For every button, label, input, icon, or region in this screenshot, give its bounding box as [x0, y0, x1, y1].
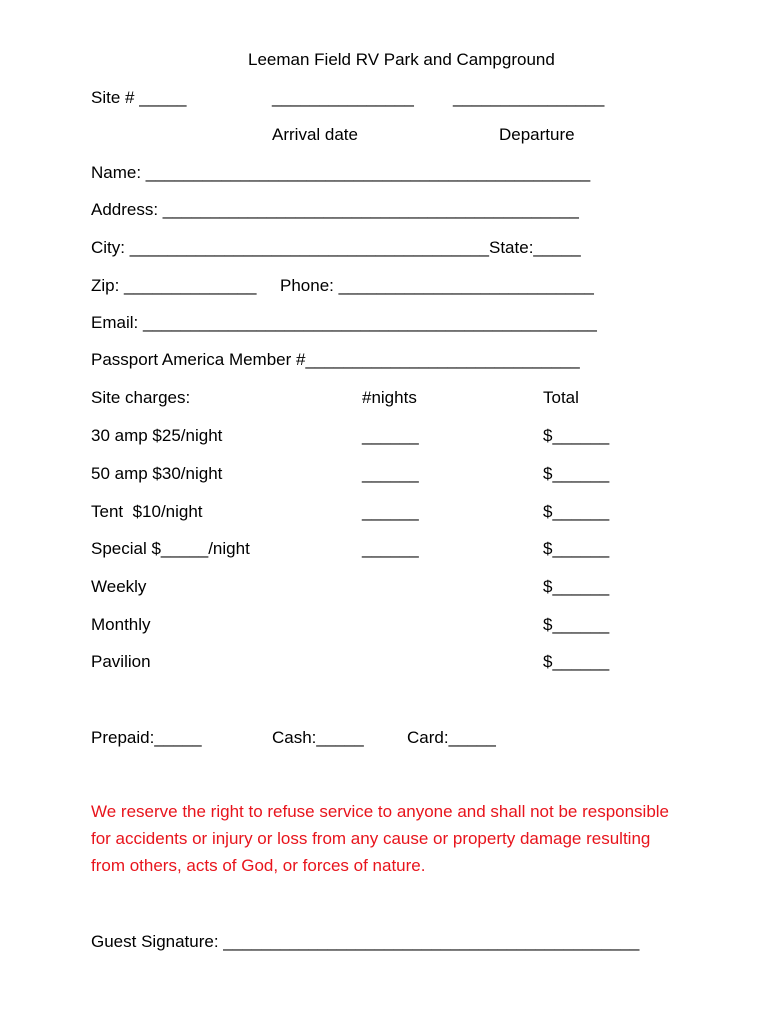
site-number-blank: _____	[139, 88, 187, 107]
charge-row-total[interactable]: $______	[543, 426, 610, 445]
departure-date-field[interactable]: ________________	[453, 88, 605, 107]
disclaimer-line: for accidents or injury or loss from any cause or property damage resulting	[91, 829, 651, 848]
charge-row-label: Monthly	[91, 615, 151, 634]
phone-field[interactable]: Phone: ___________________________	[280, 276, 594, 295]
charge-row-nights[interactable]: ______	[362, 539, 419, 558]
charge-row-nights[interactable]: ______	[362, 464, 419, 483]
city-state-field[interactable]: City: ______________________________________State:_____	[91, 238, 581, 257]
charge-row-total[interactable]: $______	[543, 539, 610, 558]
charge-row-label: 30 amp $25/night	[91, 426, 223, 445]
charge-row-label: Tent $10/night	[91, 502, 203, 521]
disclaimer-line: We reserve the right to refuse service to anyone and shall not be responsible	[91, 802, 670, 821]
name-field[interactable]: Name: _______________________________________________	[91, 163, 591, 182]
nights-column-header: #nights	[362, 388, 417, 407]
arrival-date-label: Arrival date	[272, 125, 358, 144]
charge-row-total[interactable]: $______	[543, 615, 610, 634]
charge-row-label: 50 amp $30/night	[91, 464, 223, 483]
guest-signature-field[interactable]: Guest Signature: ____________________________________________	[91, 932, 640, 951]
charge-row-total[interactable]: $______	[543, 502, 610, 521]
charge-row-nights[interactable]: ______	[362, 502, 419, 521]
charge-row-nights[interactable]: ______	[362, 426, 419, 445]
prepaid-field[interactable]: Prepaid:_____	[91, 728, 202, 747]
charge-row-total[interactable]: $______	[543, 464, 610, 483]
site-number-field[interactable]	[91, 88, 187, 108]
charge-row-label[interactable]: Special $_____/night	[91, 539, 250, 558]
charge-row-total[interactable]: $______	[543, 577, 610, 596]
address-field[interactable]: Address: ____________________________________________	[91, 200, 579, 219]
charge-row-label: Weekly	[91, 577, 147, 596]
site-number-label: Site #	[91, 88, 135, 107]
zip-field[interactable]: Zip: ______________	[91, 276, 257, 295]
passport-member-field[interactable]: Passport America Member #_____________________________	[91, 350, 580, 369]
departure-label: Departure	[499, 125, 575, 144]
charge-row-label: Pavilion	[91, 652, 151, 671]
site-charges-header: Site charges:	[91, 388, 191, 407]
disclaimer-line: from others, acts of God, or forces of nature.	[91, 856, 426, 875]
total-column-header: Total	[543, 388, 579, 407]
card-field[interactable]: Card:_____	[407, 728, 496, 747]
arrival-date-field[interactable]: _______________	[272, 88, 414, 107]
charge-row-total[interactable]: $______	[543, 652, 610, 671]
page-title: Leeman Field RV Park and Campground	[248, 50, 555, 69]
cash-field[interactable]: Cash:_____	[272, 728, 364, 747]
email-field[interactable]: Email: ________________________________________________	[91, 313, 597, 332]
